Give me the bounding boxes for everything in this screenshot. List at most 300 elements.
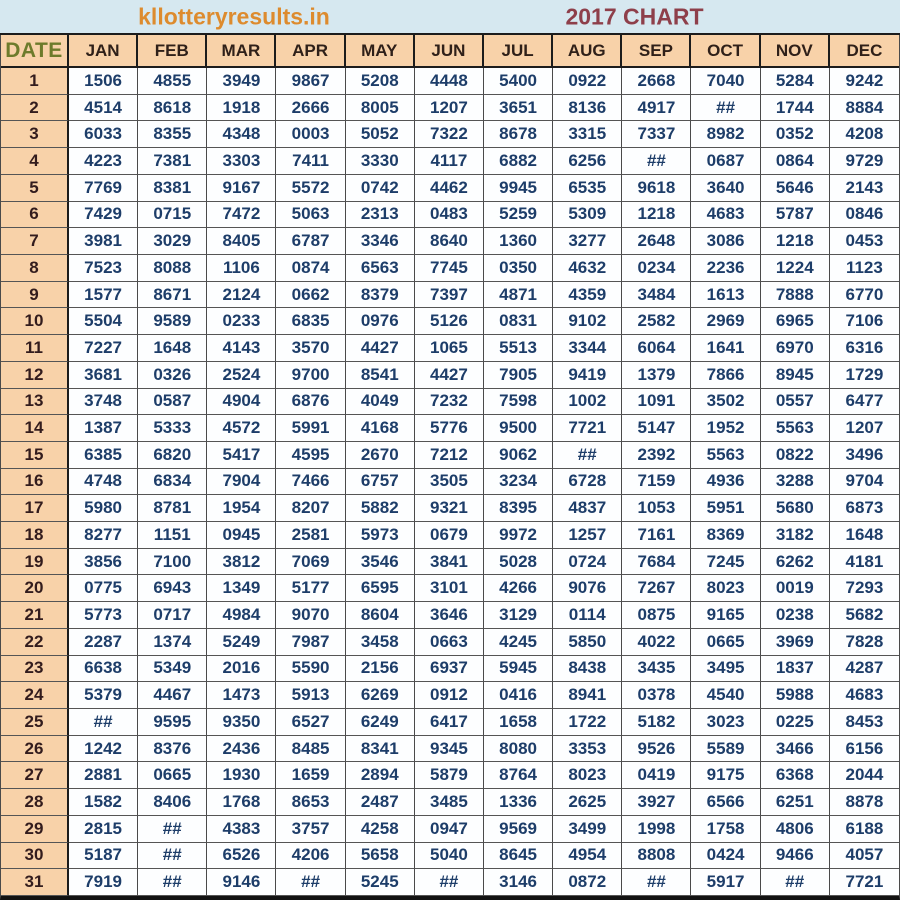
value-cell: 2287 xyxy=(69,629,138,656)
date-cell: 16 xyxy=(1,469,69,496)
value-cell: 0326 xyxy=(138,362,207,389)
missing-value-cell: ## xyxy=(276,869,345,896)
value-cell: 7769 xyxy=(69,175,138,202)
value-cell: 0234 xyxy=(622,255,691,282)
chart-table xyxy=(0,35,900,900)
value-cell: 8541 xyxy=(346,362,415,389)
value-cell: 2524 xyxy=(207,362,276,389)
value-cell: 3466 xyxy=(761,736,830,763)
value-cell: 5773 xyxy=(69,602,138,629)
value-cell: 7905 xyxy=(484,362,553,389)
value-cell: 7322 xyxy=(415,121,484,148)
value-cell: 8453 xyxy=(830,709,899,736)
value-cell: 0742 xyxy=(346,175,415,202)
value-cell: 5945 xyxy=(484,656,553,683)
value-cell: 4462 xyxy=(415,175,484,202)
value-cell: 1918 xyxy=(207,95,276,122)
value-cell: 5379 xyxy=(69,682,138,709)
value-cell: 4855 xyxy=(138,68,207,95)
month-header: APR xyxy=(276,35,345,68)
value-cell: 6876 xyxy=(276,389,345,416)
value-cell: 4427 xyxy=(346,335,415,362)
value-cell: 1242 xyxy=(69,736,138,763)
value-cell: 6262 xyxy=(761,549,830,576)
value-cell: 6937 xyxy=(415,656,484,683)
missing-value-cell: ## xyxy=(138,843,207,870)
month-header: SEP xyxy=(622,35,691,68)
value-cell: 1729 xyxy=(830,362,899,389)
value-cell: 2436 xyxy=(207,736,276,763)
value-cell: 3182 xyxy=(761,522,830,549)
value-cell: 5349 xyxy=(138,656,207,683)
value-cell: 5917 xyxy=(691,869,760,896)
value-cell: 8369 xyxy=(691,522,760,549)
value-cell: 5126 xyxy=(415,308,484,335)
value-cell: 0687 xyxy=(691,148,760,175)
value-cell: 1224 xyxy=(761,255,830,282)
value-cell: 0352 xyxy=(761,121,830,148)
value-cell: 5991 xyxy=(276,415,345,442)
value-cell: 2236 xyxy=(691,255,760,282)
value-cell: 2815 xyxy=(69,816,138,843)
value-cell: 6965 xyxy=(761,308,830,335)
value-cell: 5980 xyxy=(69,495,138,522)
value-cell: 8781 xyxy=(138,495,207,522)
value-cell: 4181 xyxy=(830,549,899,576)
value-cell: 7397 xyxy=(415,282,484,309)
value-cell: 1349 xyxy=(207,575,276,602)
value-cell: 1744 xyxy=(761,95,830,122)
value-cell: 7721 xyxy=(830,869,899,896)
value-cell: 6820 xyxy=(138,442,207,469)
month-header: MAY xyxy=(346,35,415,68)
value-cell: 1641 xyxy=(691,335,760,362)
date-cell: 30 xyxy=(1,843,69,870)
value-cell: 0775 xyxy=(69,575,138,602)
date-cell: 7 xyxy=(1,228,69,255)
value-cell: 4514 xyxy=(69,95,138,122)
missing-value-cell: ## xyxy=(138,869,207,896)
value-cell: 3505 xyxy=(415,469,484,496)
value-cell: 9146 xyxy=(207,869,276,896)
value-cell: 7245 xyxy=(691,549,760,576)
date-cell: 5 xyxy=(1,175,69,202)
value-cell: 8277 xyxy=(69,522,138,549)
date-cell: 24 xyxy=(1,682,69,709)
value-cell: 0003 xyxy=(276,121,345,148)
date-cell: 1 xyxy=(1,68,69,95)
value-cell: 9618 xyxy=(622,175,691,202)
value-cell: 3029 xyxy=(138,228,207,255)
value-cell: 1106 xyxy=(207,255,276,282)
value-cell: 9321 xyxy=(415,495,484,522)
value-cell: 1218 xyxy=(761,228,830,255)
value-cell: 9165 xyxy=(691,602,760,629)
value-cell: 6770 xyxy=(830,282,899,309)
value-cell: 7227 xyxy=(69,335,138,362)
value-cell: 4383 xyxy=(207,816,276,843)
value-cell: 7745 xyxy=(415,255,484,282)
value-cell: 0419 xyxy=(622,762,691,789)
value-cell: 4206 xyxy=(276,843,345,870)
value-cell: 3435 xyxy=(622,656,691,683)
value-cell: 4427 xyxy=(415,362,484,389)
value-cell: 7161 xyxy=(622,522,691,549)
value-cell: 6638 xyxy=(69,656,138,683)
value-cell: 4954 xyxy=(553,843,622,870)
date-cell: 4 xyxy=(1,148,69,175)
value-cell: 9345 xyxy=(415,736,484,763)
value-cell: 4143 xyxy=(207,335,276,362)
date-cell: 2 xyxy=(1,95,69,122)
missing-value-cell: ## xyxy=(553,442,622,469)
date-cell: 27 xyxy=(1,762,69,789)
value-cell: 8884 xyxy=(830,95,899,122)
value-cell: 0945 xyxy=(207,522,276,549)
value-cell: 3502 xyxy=(691,389,760,416)
date-cell: 6 xyxy=(1,202,69,229)
value-cell: 6535 xyxy=(553,175,622,202)
value-cell: 4208 xyxy=(830,121,899,148)
value-cell: 3681 xyxy=(69,362,138,389)
value-cell: 1374 xyxy=(138,629,207,656)
value-cell: 6156 xyxy=(830,736,899,763)
value-cell: 4348 xyxy=(207,121,276,148)
date-cell: 8 xyxy=(1,255,69,282)
value-cell: 8023 xyxy=(691,575,760,602)
value-cell: 6316 xyxy=(830,335,899,362)
value-cell: 2143 xyxy=(830,175,899,202)
value-cell: 7337 xyxy=(622,121,691,148)
value-cell: 2625 xyxy=(553,789,622,816)
value-cell: 8355 xyxy=(138,121,207,148)
month-header: JUN xyxy=(415,35,484,68)
value-cell: 7598 xyxy=(484,389,553,416)
value-cell: 0233 xyxy=(207,308,276,335)
value-cell: 8005 xyxy=(346,95,415,122)
value-cell: 3570 xyxy=(276,335,345,362)
value-cell: 7381 xyxy=(138,148,207,175)
value-cell: 6563 xyxy=(346,255,415,282)
value-cell: 1722 xyxy=(553,709,622,736)
value-cell: 9589 xyxy=(138,308,207,335)
value-cell: 9867 xyxy=(276,68,345,95)
value-cell: 1207 xyxy=(415,95,484,122)
value-cell: 6477 xyxy=(830,389,899,416)
value-cell: 9729 xyxy=(830,148,899,175)
value-cell: 7684 xyxy=(622,549,691,576)
value-cell: 2648 xyxy=(622,228,691,255)
value-cell: 1930 xyxy=(207,762,276,789)
date-cell: 18 xyxy=(1,522,69,549)
value-cell: 3496 xyxy=(830,442,899,469)
missing-value-cell: ## xyxy=(138,816,207,843)
missing-value-cell: ## xyxy=(761,869,830,896)
value-cell: 5646 xyxy=(761,175,830,202)
value-cell: 1613 xyxy=(691,282,760,309)
value-cell: 0557 xyxy=(761,389,830,416)
value-cell: 0663 xyxy=(415,629,484,656)
value-cell: 5590 xyxy=(276,656,345,683)
value-cell: 6064 xyxy=(622,335,691,362)
value-cell: 0238 xyxy=(761,602,830,629)
value-cell: 8604 xyxy=(346,602,415,629)
date-cell: 23 xyxy=(1,656,69,683)
value-cell: 9972 xyxy=(484,522,553,549)
value-cell: 3841 xyxy=(415,549,484,576)
value-cell: 3315 xyxy=(553,121,622,148)
value-cell: 8023 xyxy=(553,762,622,789)
value-cell: 8764 xyxy=(484,762,553,789)
missing-value-cell: ## xyxy=(69,709,138,736)
date-cell: 22 xyxy=(1,629,69,656)
value-cell: 5400 xyxy=(484,68,553,95)
value-cell: 7466 xyxy=(276,469,345,496)
value-cell: 4904 xyxy=(207,389,276,416)
missing-value-cell: ## xyxy=(691,95,760,122)
value-cell: 5563 xyxy=(761,415,830,442)
value-cell: 4748 xyxy=(69,469,138,496)
value-cell: 3981 xyxy=(69,228,138,255)
value-cell: 7429 xyxy=(69,202,138,229)
month-header: NOV xyxy=(761,35,830,68)
value-cell: 6882 xyxy=(484,148,553,175)
value-cell: 4572 xyxy=(207,415,276,442)
value-cell: 4266 xyxy=(484,575,553,602)
value-cell: 1053 xyxy=(622,495,691,522)
value-cell: 6835 xyxy=(276,308,345,335)
value-cell: 2156 xyxy=(346,656,415,683)
value-cell: 4359 xyxy=(553,282,622,309)
value-cell: 4683 xyxy=(830,682,899,709)
value-cell: 4871 xyxy=(484,282,553,309)
value-cell: 7159 xyxy=(622,469,691,496)
value-cell: 3344 xyxy=(553,335,622,362)
value-cell: 8406 xyxy=(138,789,207,816)
value-cell: 7411 xyxy=(276,148,345,175)
value-cell: 5245 xyxy=(346,869,415,896)
value-cell: 2313 xyxy=(346,202,415,229)
month-header: MAR xyxy=(207,35,276,68)
value-cell: 8136 xyxy=(553,95,622,122)
value-cell: 5333 xyxy=(138,415,207,442)
value-cell: 0875 xyxy=(622,602,691,629)
value-cell: 7904 xyxy=(207,469,276,496)
value-cell: 7212 xyxy=(415,442,484,469)
month-header: AUG xyxy=(553,35,622,68)
value-cell: 3812 xyxy=(207,549,276,576)
value-cell: 3748 xyxy=(69,389,138,416)
value-cell: 6970 xyxy=(761,335,830,362)
date-column-header: DATE xyxy=(1,35,69,68)
value-cell: 0587 xyxy=(138,389,207,416)
date-cell: 14 xyxy=(1,415,69,442)
value-cell: 7472 xyxy=(207,202,276,229)
value-cell: 6368 xyxy=(761,762,830,789)
value-cell: 1952 xyxy=(691,415,760,442)
value-cell: 2581 xyxy=(276,522,345,549)
value-cell: 1648 xyxy=(830,522,899,549)
value-cell: 7100 xyxy=(138,549,207,576)
date-cell: 20 xyxy=(1,575,69,602)
missing-value-cell: ## xyxy=(622,148,691,175)
value-cell: 5787 xyxy=(761,202,830,229)
value-cell: 5147 xyxy=(622,415,691,442)
value-cell: 7888 xyxy=(761,282,830,309)
value-cell: 4984 xyxy=(207,602,276,629)
value-cell: 4287 xyxy=(830,656,899,683)
value-cell: 1091 xyxy=(622,389,691,416)
value-cell: 8678 xyxy=(484,121,553,148)
value-cell: 1658 xyxy=(484,709,553,736)
date-cell: 13 xyxy=(1,389,69,416)
value-cell: 6251 xyxy=(761,789,830,816)
value-cell: 0724 xyxy=(553,549,622,576)
value-cell: 0453 xyxy=(830,228,899,255)
value-cell: 6873 xyxy=(830,495,899,522)
value-cell: 3458 xyxy=(346,629,415,656)
value-cell: 7293 xyxy=(830,575,899,602)
value-cell: 7232 xyxy=(415,389,484,416)
value-cell: 6757 xyxy=(346,469,415,496)
value-cell: 4448 xyxy=(415,68,484,95)
value-cell: 5028 xyxy=(484,549,553,576)
date-cell: 21 xyxy=(1,602,69,629)
value-cell: 6566 xyxy=(691,789,760,816)
value-cell: 5658 xyxy=(346,843,415,870)
value-cell: 4540 xyxy=(691,682,760,709)
value-cell: 0717 xyxy=(138,602,207,629)
value-cell: 4595 xyxy=(276,442,345,469)
value-cell: 1002 xyxy=(553,389,622,416)
value-cell: 6188 xyxy=(830,816,899,843)
value-cell: 4223 xyxy=(69,148,138,175)
value-cell: 4917 xyxy=(622,95,691,122)
value-cell: 5776 xyxy=(415,415,484,442)
value-cell: 0416 xyxy=(484,682,553,709)
value-cell: 1218 xyxy=(622,202,691,229)
value-cell: 6595 xyxy=(346,575,415,602)
value-cell: 5309 xyxy=(553,202,622,229)
value-cell: 5249 xyxy=(207,629,276,656)
date-cell: 25 xyxy=(1,709,69,736)
value-cell: 7828 xyxy=(830,629,899,656)
value-cell: 1360 xyxy=(484,228,553,255)
value-cell: 5973 xyxy=(346,522,415,549)
value-cell: 3288 xyxy=(761,469,830,496)
value-cell: 4806 xyxy=(761,816,830,843)
value-cell: 0831 xyxy=(484,308,553,335)
value-cell: 1648 xyxy=(138,335,207,362)
date-cell: 17 xyxy=(1,495,69,522)
value-cell: 9500 xyxy=(484,415,553,442)
value-cell: 4467 xyxy=(138,682,207,709)
value-cell: 1758 xyxy=(691,816,760,843)
month-header: OCT xyxy=(691,35,760,68)
value-cell: 7106 xyxy=(830,308,899,335)
value-cell: 7721 xyxy=(553,415,622,442)
value-cell: 7919 xyxy=(69,869,138,896)
value-cell: 6249 xyxy=(346,709,415,736)
title-bar xyxy=(0,0,900,35)
month-header: DEC xyxy=(830,35,899,68)
value-cell: 5063 xyxy=(276,202,345,229)
value-cell: 9419 xyxy=(553,362,622,389)
value-cell: 4057 xyxy=(830,843,899,870)
value-cell: 1954 xyxy=(207,495,276,522)
value-cell: 5182 xyxy=(622,709,691,736)
date-cell: 3 xyxy=(1,121,69,148)
value-cell: 2881 xyxy=(69,762,138,789)
value-cell: 4258 xyxy=(346,816,415,843)
value-cell: 3129 xyxy=(484,602,553,629)
value-cell: 9242 xyxy=(830,68,899,95)
value-cell: 2044 xyxy=(830,762,899,789)
value-cell: 8381 xyxy=(138,175,207,202)
value-cell: 2582 xyxy=(622,308,691,335)
value-cell: 1379 xyxy=(622,362,691,389)
value-cell: 9062 xyxy=(484,442,553,469)
value-cell: 8088 xyxy=(138,255,207,282)
value-cell: 0947 xyxy=(415,816,484,843)
value-cell: 0912 xyxy=(415,682,484,709)
value-cell: 1582 xyxy=(69,789,138,816)
value-cell: 3330 xyxy=(346,148,415,175)
value-cell: 9167 xyxy=(207,175,276,202)
value-cell: 9350 xyxy=(207,709,276,736)
value-cell: 5913 xyxy=(276,682,345,709)
value-cell: 6256 xyxy=(553,148,622,175)
value-cell: 5513 xyxy=(484,335,553,362)
value-cell: 8080 xyxy=(484,736,553,763)
value-cell: 5504 xyxy=(69,308,138,335)
value-cell: 1768 xyxy=(207,789,276,816)
value-cell: 0715 xyxy=(138,202,207,229)
value-cell: 2392 xyxy=(622,442,691,469)
value-cell: 8640 xyxy=(415,228,484,255)
value-cell: 9466 xyxy=(761,843,830,870)
value-cell: 8645 xyxy=(484,843,553,870)
value-cell: 5208 xyxy=(346,68,415,95)
value-cell: 7267 xyxy=(622,575,691,602)
value-cell: 6417 xyxy=(415,709,484,736)
value-cell: 2487 xyxy=(346,789,415,816)
value-cell: 8395 xyxy=(484,495,553,522)
value-cell: 3303 xyxy=(207,148,276,175)
missing-value-cell: ## xyxy=(415,869,484,896)
value-cell: 2969 xyxy=(691,308,760,335)
value-cell: 8341 xyxy=(346,736,415,763)
value-cell: 3646 xyxy=(415,602,484,629)
value-cell: 4022 xyxy=(622,629,691,656)
value-cell: 5259 xyxy=(484,202,553,229)
value-cell: 4168 xyxy=(346,415,415,442)
value-cell: 4049 xyxy=(346,389,415,416)
value-cell: 0225 xyxy=(761,709,830,736)
date-cell: 11 xyxy=(1,335,69,362)
value-cell: 0378 xyxy=(622,682,691,709)
value-cell: 0424 xyxy=(691,843,760,870)
value-cell: 8376 xyxy=(138,736,207,763)
value-cell: 4245 xyxy=(484,629,553,656)
value-cell: 3484 xyxy=(622,282,691,309)
value-cell: 0665 xyxy=(138,762,207,789)
value-cell: 0846 xyxy=(830,202,899,229)
value-cell: 1123 xyxy=(830,255,899,282)
value-cell: 4837 xyxy=(553,495,622,522)
value-cell: 0019 xyxy=(761,575,830,602)
value-cell: 0114 xyxy=(553,602,622,629)
